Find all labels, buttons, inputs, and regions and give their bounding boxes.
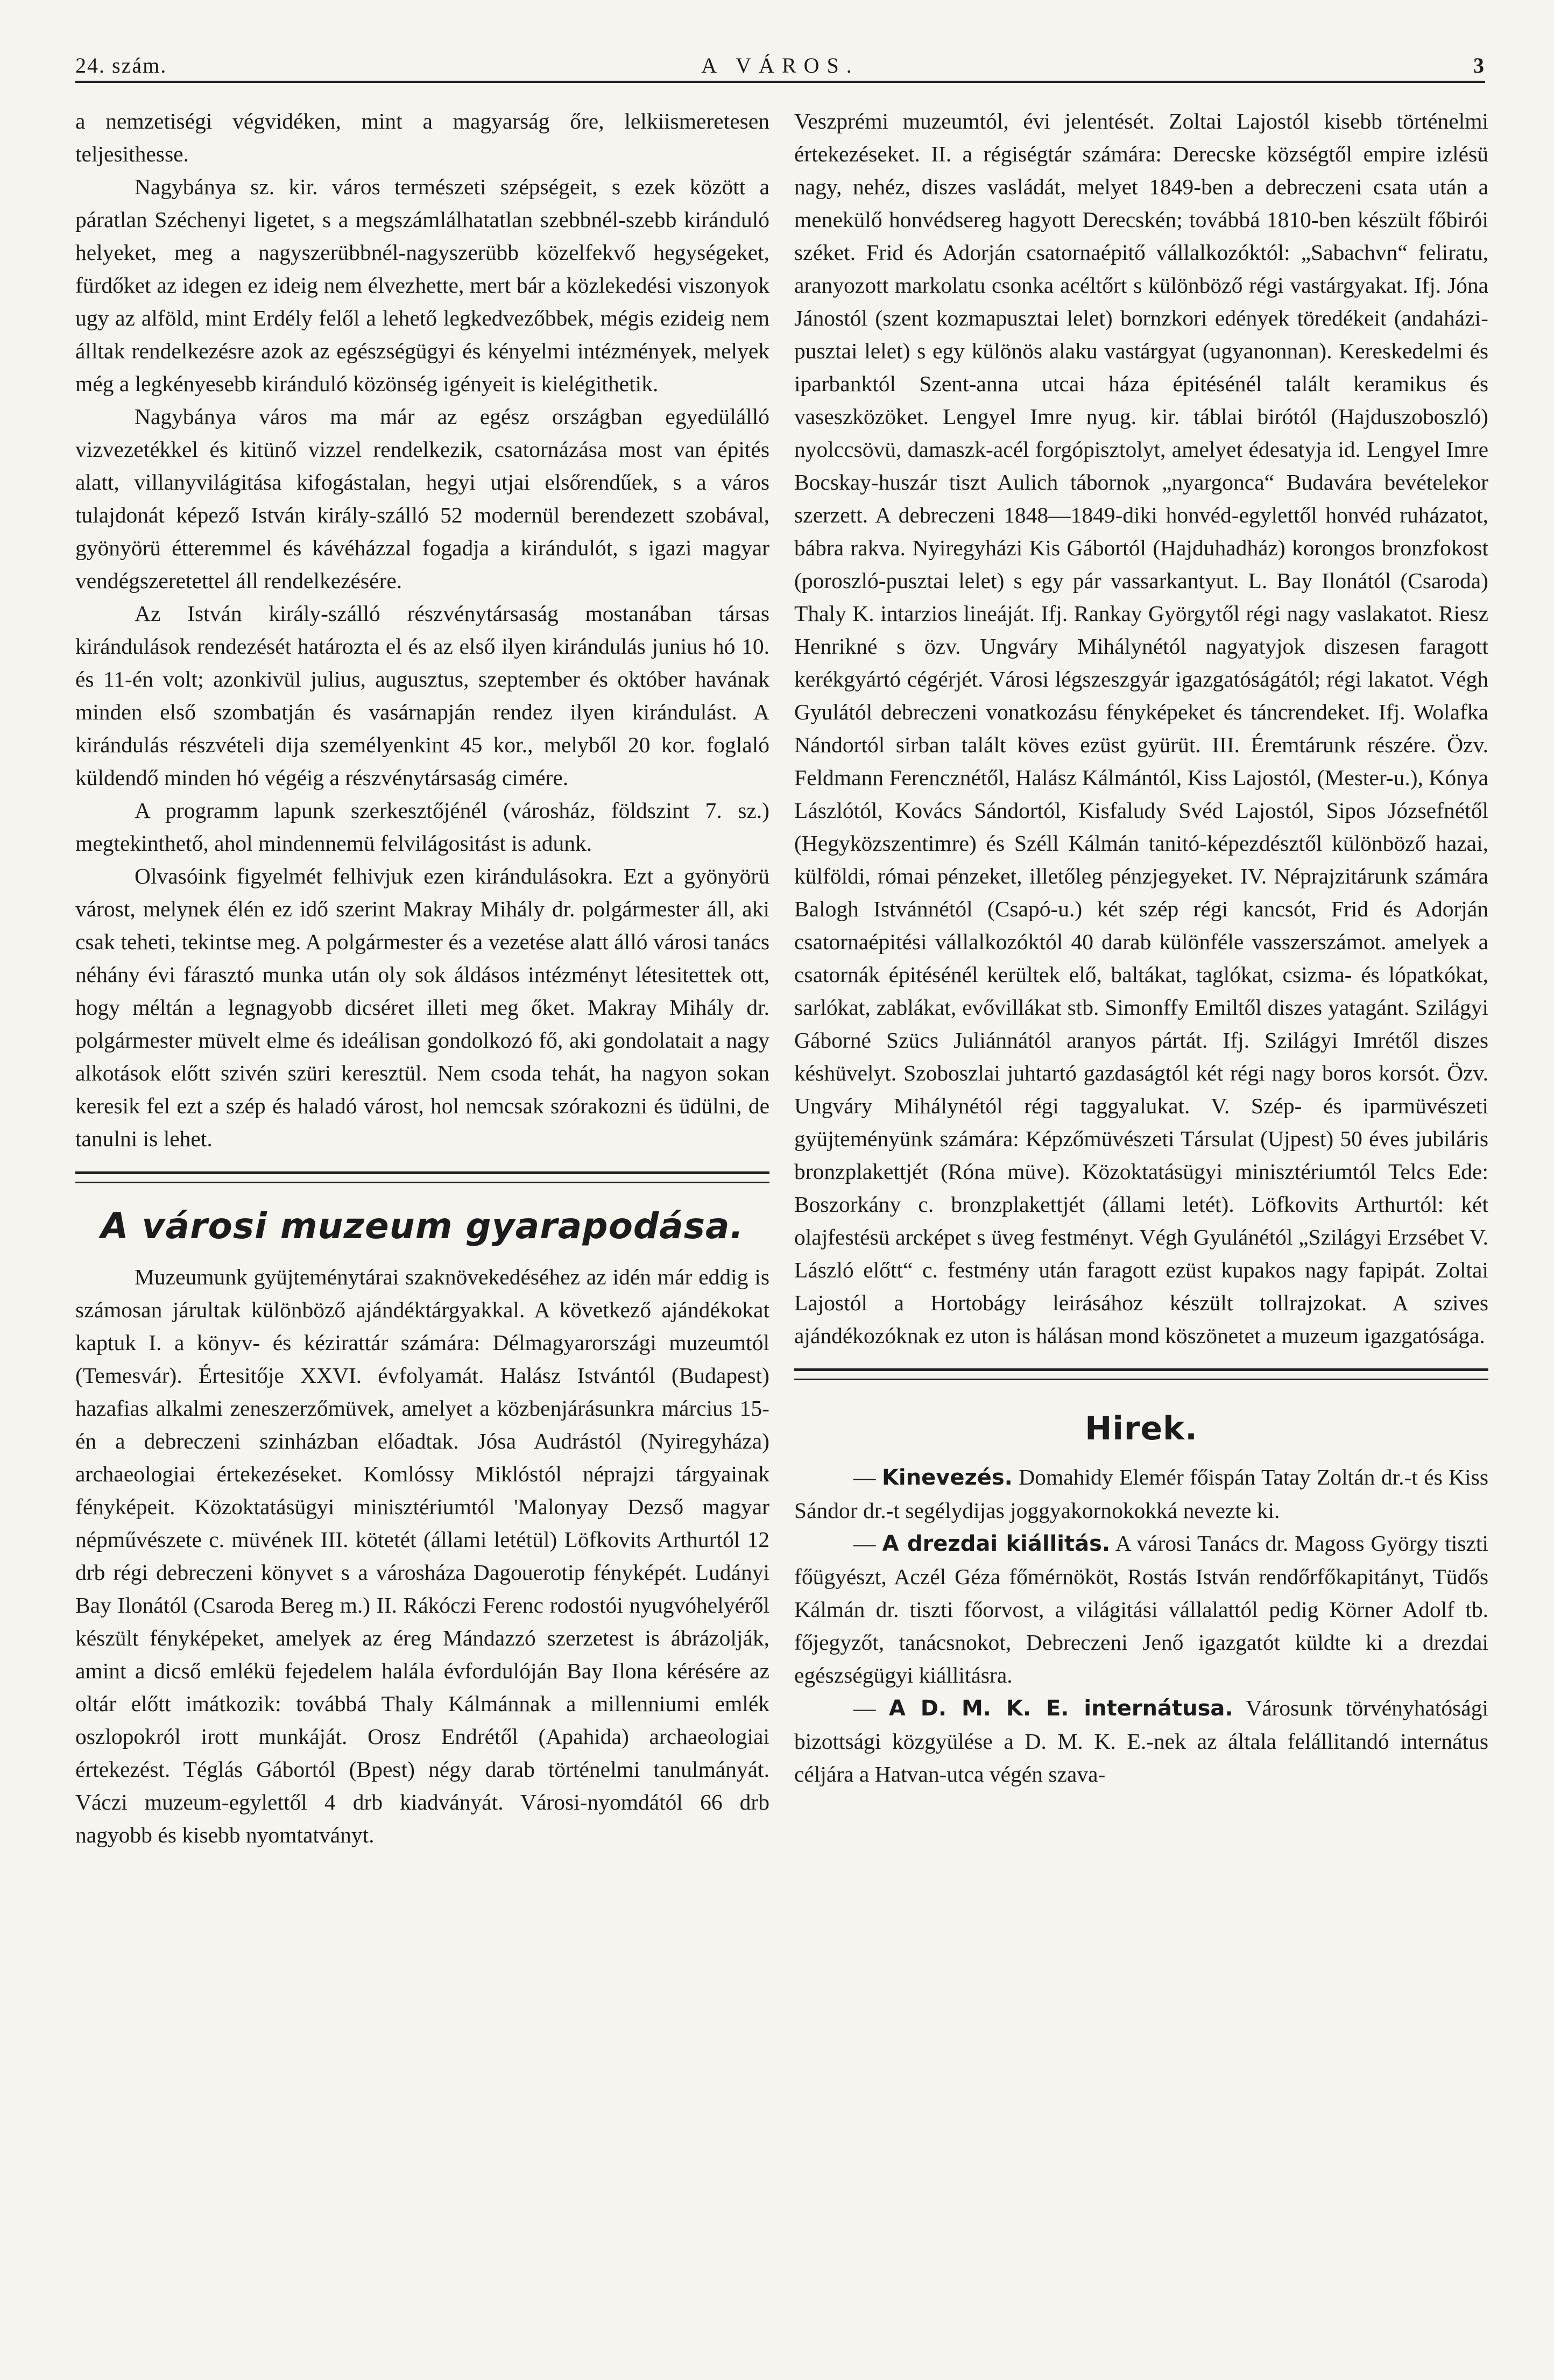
news-heading: A D. M. K. E. internátusa. — [888, 1696, 1233, 1721]
news-item — [794, 1692, 1488, 1791]
paragraph: A programm lapunk szerkesztőjénél (városház, földszint 7. sz.) megtekinthető, ahol mindennemü felvilágositást is adunk. — [75, 798, 769, 856]
section-divider — [75, 1171, 769, 1183]
header-rule — [75, 81, 1485, 83]
left-column — [75, 105, 769, 1852]
news-heading: A drezdai kiállitás. — [882, 1531, 1111, 1556]
em-dash: — — [853, 1696, 889, 1720]
news-heading: Kinevezés. — [881, 1465, 1013, 1490]
news-text: Városunk törvényhatósági bizottsági közgyülése a D. M. K. E.-nek az általa felállitandó internátus céljára a Hatvan-utca végén szava- — [794, 1696, 1488, 1786]
paragraph: Nagybánya város ma már az egész országban egyedülálló vizvezetékkel és kitünő vizzel rendelkezik, csatornázása most van épités alatt, villanyvilágitása kifogástalan, hegyi utjai elsőrendűek, s a város tulajdonát képező István király-szálló 52 modernül berendezett szobával, gyönyörü étteremmel és kávéházzal fogadja a kirándulót, s igazi magyar vendégszeretettel áll rendelkezésére. — [75, 404, 769, 593]
news-item — [794, 1461, 1488, 1527]
news-section-title: Hirek. — [1085, 1410, 1198, 1447]
paragraph: Az István király-szálló részvénytársaság mostanában társas kirándulások rendezését határozta el és az első ilyen kirándulás junius hó 10. és 11-én volt; azonkivül julius, augusztus, szeptember és október havának minden első szombatján és vasárnapján rendez ilyen kirándulást. A kirándulás részvételi dija személyenkint 45 kor., melyből 20 kor. foglaló küldendő minden hó végéig a részvénytársaság cimére. — [75, 601, 769, 790]
news-text: A városi Tanács dr. Magoss György tiszti főügyészt, Aczél Géza főmérnököt, Rostás István rendőrfőkapitányt, Tüdős Kálmán dr. tiszti főorvost, a világitási vállalattól pedig Körner Adolf tb. főjegyzőt, tanácsnokot, Debreczeni Jenő igazgatót küldte ki a drezdai egészségügyi kiállitásra. — [794, 1531, 1489, 1687]
news-item — [794, 1527, 1488, 1692]
paragraph: a nemzetiségi végvidéken, mint a magyarság őre, lelkiismeretesen teljesithesse. — [75, 109, 769, 166]
right-column — [794, 105, 1488, 1791]
newspaper-title: A VÁROS. — [701, 53, 859, 77]
page-header — [75, 53, 1485, 84]
section-divider — [794, 1368, 1488, 1380]
em-dash: — — [853, 1465, 882, 1489]
paragraph: Olvasóink figyelmét felhivjuk ezen kirándulásokra. Ezt a gyönyörü várost, melynek élén ez idő szerint Makray Mihály dr. polgármester áll, aki csak teheti, tekintse meg. A polgármester és a vezetése alatt álló városi tanács néhány évi fárasztó munka után oly sok áldásos intézményt létesitettek ott, hogy méltán a legnagyobb dicséret illeti meg őket. Makray Mihály dr. polgármester müvelt elme és ideálisan gondolkozó fő, aki gondolatait a nagy alkotások előtt szivén szüri keresztül. Nem csoda tehát, ha nagyon sokan keresik fel ezt a szép és haladó várost, hol nemcsak szórakozni és üdülni, de tanulni is lehet. — [75, 864, 769, 1151]
page-number: 3 — [1473, 53, 1485, 77]
museum-continued-paragraph: Veszprémi muzeumtól, évi jelentését. Zoltai Lajostól kisebb történelmi értekezéseket. II. a régiségtár számára: Derecske községtől empire izlésü nagy, nehéz, diszes vasládát, melyet 1849-ben a debreczeni csata után a menekülő honvédsereg hagyott Derecskén; továbbá 1810-ben készült főbirói széket. Frid és Adorján csatornaépitő vállalkozóktól: „Sabachvn“ feliratu, aranyozott markolatu csonka acéltőrt s különböző régi vastárgyakat. Ifj. Jóna Jánostól (szent kozmapusztai lelet) bornzkori edények töredékeit (andaházi-pusztai lelet) s egy különös alaku vastárgyat (ugyanonnan). Kereskedelmi és iparbanktól Szent-anna utcai háza épitésénél talált keramikus és vaseszközöket. Lengyel Imre nyug. kir. táblai birótól (Hajduszoboszló) nyolccsövü, damaszk-acél forgópisztolyt, amelyet édesatyja id. Lengyel Imre Bocskay-huszár tiszt Aulich tábornok „nyargonca“ Budavára bevételekor szerzett. A debreczeni 1848—1849-diki honvéd-egylettől honvéd ruházatot, bábra rakva. Nyiregyházi Kis Gábortól (Hajduhadház) korongos bronzfokost (poroszló-pusztai lelet) s egy pár vassarkantyut. L. Bay Ilonától (Csaroda) Thaly K. intarzios lineáját. Ifj. Rankay Györgytől régi nagy vaslakatot. Riesz Henrikné s özv. Ungváry Mihálynétól nagyatyjok diszesen faragott kerékgyártó cégérjét. Városi légszeszgyár igazgatóságától; régi lakatot. Végh Gyulától debreczeni vonatkozásu fényképeket és táncrendeket. Ifj. Wolafka Nándortól sirban talált köves ezüst gyürüt. III. Éremtárunk részére. Özv. Feldmann Ferencznétől, Halász Kálmántól, Kiss Lajostól, (Mester-u.), Kónya Lászlótól, Kovács Sándortól, Kisfaludy Svéd Lajostól, Sipos Józsefnétől (Hegyközszentimre) és Széll Kálmán tanitó-képezdésztől különböző hazai, külföldi, római pénzeket, illetőleg pénzjegyeket. IV. Néprajzitárunk számára Balogh Istvánnétól (Csapó-u.) két szép régi kancsót, Frid és Adorján csatornaépitési vállalkozóktól 40 darab különféle vasszerszámot. amelyek a csatornák épitésénél kerültek elő, baltákat, taglókat, csizma- és lópatkókat, sarlókat, zablákat, evővillákat stb. Simonffy Emiltől diszes yatagánt. Szilágyi Gáborné Szücs Juliánnától aranyos pártát. Ifj. Szilágyi Imrétől diszes késhüvelyt. Szoboszlai juhtartó gazdaságtól két régi nagy boros korsót. Özv. Ungváry Mihálynétól régi taggyalukat. V. Szép- és iparmüvészeti gyüjteményünk számára: Képzőmüvészeti Társulat (Ujpest) 50 éves jubiláris bronzplakettjét (Róna müve). Közoktatásügyi minisztériumtól Telcs Ede: Boszorkány c. bronzplakettjét (állami letét). Löfkovits Arthurtól: két olajfestésü arcképet s üveg festményt. Végh Gyulánétól „Szilágyi Erzsébet V. László előtt“ c. festmény után faragott ezüst kupakos nagy fapipát. Zoltai Lajostól a Hortobágy leirásához készült tollrajzokat. A szives ajándékozóknak ez uton is hálásan mond köszönetet a muzeum igazgatósága. — [794, 109, 1488, 1348]
issue-number: 24. szám. — [75, 53, 167, 77]
museum-paragraph: Muzeumunk gyüjteménytárai szaknövekedéséhez az idén már eddig is számosan járultak különböző ajándéktárgyakkal. A következő ajándékokat kaptuk I. a könyv- és kézirattár számára: Délmagyarországi muzeumtól (Temesvár). Értesitője XXVI. évfolyamát. Halász Istvántól (Budapest) hazafias alkalmi zeneszerzőmüvek, amelyet a közbenjárásunkra március 15-én a debreczeni szinházban előadtak. Jósa Audrástól (Nyiregyháza) archaeologiai értekezéseket. Komlóssy Miklóstól néprajzi tárgyainak fényképeit. Közoktatásügyi minisztériumtól 'Malonyay Dezső magyar népművészete c. müvének III. kötetét (állami letétül) Löfkovits Arthurtól 12 drb régi debreczeni könyvet s a városháza Dagouerotip fényképét. Ludányi Bay Ilonától (Csaroda Bereg m.) II. Rákóczi Ferenc rodostói nyugvóhelyéről készült fényképeket, amelyek az éreg Mándazzó szerzetest is ábrázolják, amint a dicső emlékü fejedelem halála évfordulóján Bay Ilona kérésére az oltár előtt imátkozik: továbbá Thaly Kálmánnak a millenniumi emlék oszlopokról irott munkáját. Orosz Endrétől (Apahida) archaeologiai értekezést. Téglás Gábortól (Bpest) négy darab történelmi tanulmányát. Váczi muzeum-egylettől 4 drb kiadványát. Városi-nyomdától 66 drb nagyobb és kisebb nyomtatványt. — [75, 1265, 769, 1847]
em-dash: — — [853, 1531, 882, 1556]
news-text: Domahidy Elemér főispán Tatay Zoltán dr.-t és Kiss Sándor dr.-t segélydijas joggyakornokokká nevezte ki. — [794, 1465, 1489, 1523]
museum-section-title: A városi muzeum gyarapodása. — [101, 1205, 744, 1247]
paragraph: Nagybánya sz. kir. város természeti szépségeit, s ezek között a páratlan Széchenyi ligetet, s a megszámlálhatatlan szebbnél-szebb kiránduló helyeket, meg a nagyszerübbnél-nagyszerübb közelfekvő hegységeket, fürdőket az idegen ez ideig nem élvezhette, mert bár a közlekedési viszonyok ugy az alföld, mint Erdély felől a lehető legkedvezőbbek, mégis ezideig nem álltak rendelkezésre azok az egészségügyi és kényelmi intézmények, melyek még a legkényesebb kiránduló közönség igényeit is kielégithetik. — [75, 174, 769, 396]
